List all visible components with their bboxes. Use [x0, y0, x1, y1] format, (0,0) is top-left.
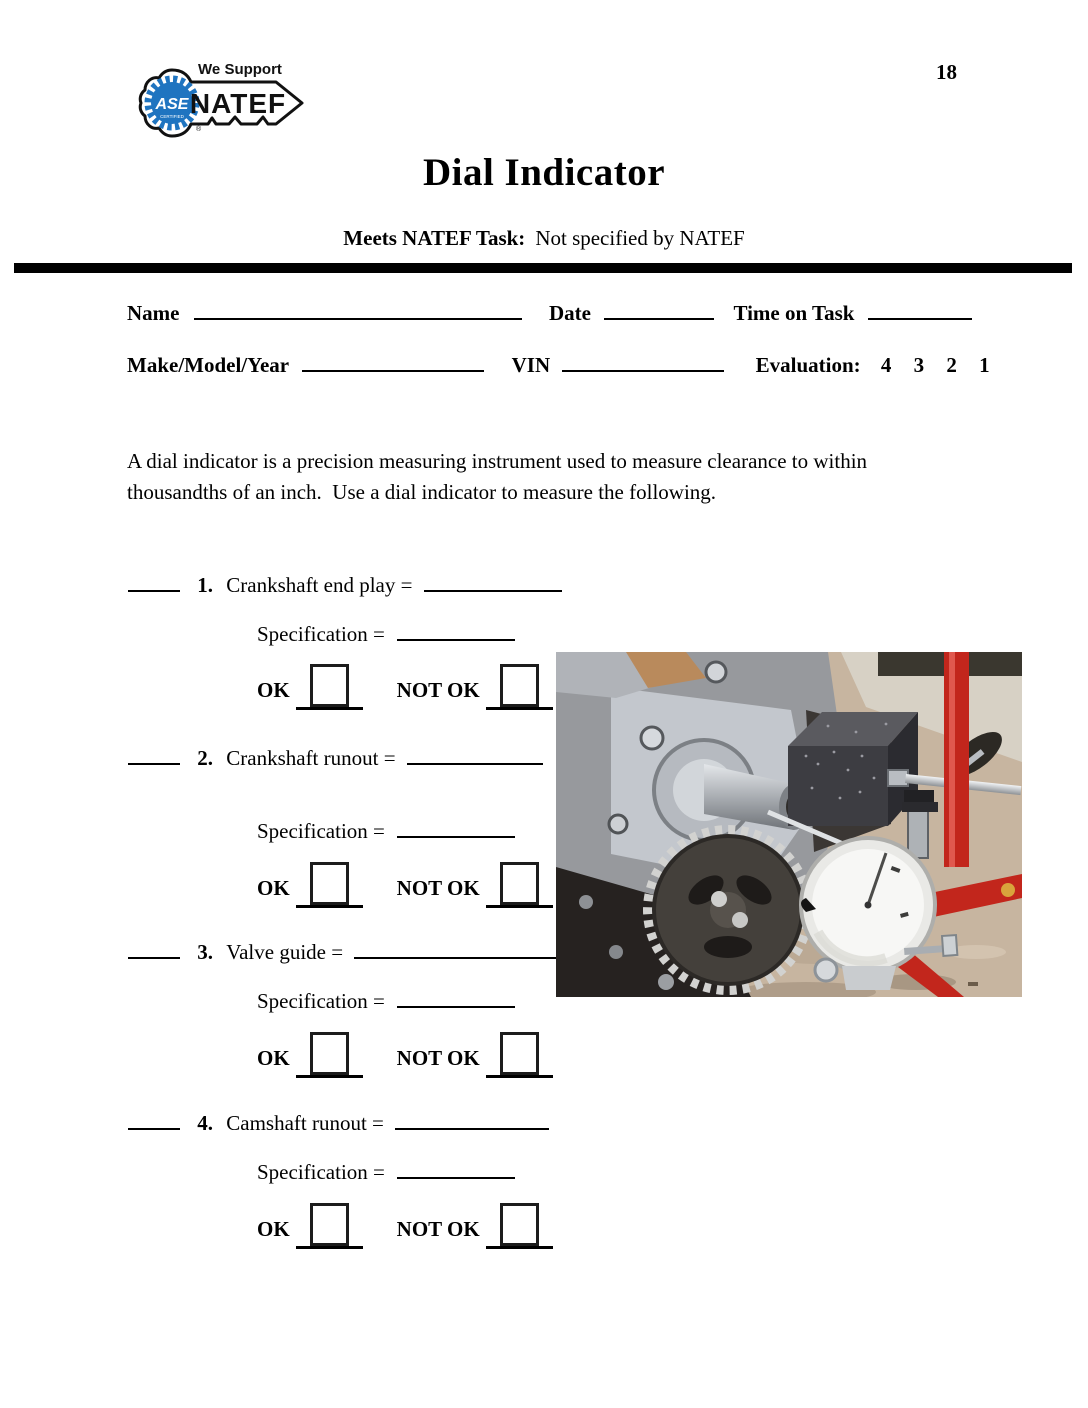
- time-on-task-field-line[interactable]: [868, 300, 972, 320]
- item-1-number: 1.: [197, 573, 213, 597]
- item-4-notok-boxline: [486, 1203, 553, 1249]
- item-3-number: 3.: [197, 940, 213, 964]
- item-2-ok-boxline: [296, 862, 363, 908]
- dial-indicator-photo: [556, 652, 1022, 997]
- item-1-ok-row: [257, 664, 553, 710]
- item-3-spec-label: Specification =: [257, 989, 385, 1013]
- form-row-name-date-time: [127, 300, 972, 326]
- key-logo-graphic: [128, 56, 310, 150]
- item-2-notok-label: NOT OK: [396, 876, 480, 900]
- vin-field-line[interactable]: [562, 352, 724, 372]
- item-2-spec-label: Specification =: [257, 819, 385, 843]
- item-3-ok-label: OK: [257, 1046, 290, 1070]
- page-number: 18: [936, 60, 957, 84]
- item-4-spec-label: Specification =: [257, 1160, 385, 1184]
- evaluation-label: Evaluation:: [755, 353, 861, 377]
- item-4-ok-checkbox[interactable]: [310, 1203, 349, 1246]
- item-3-row: [128, 939, 558, 965]
- item-2-spec-row: [257, 818, 515, 844]
- item-3-spec-row: [257, 988, 515, 1014]
- date-field-line[interactable]: [604, 300, 714, 320]
- item-3-value-line[interactable]: [354, 939, 558, 959]
- item-2-row: [128, 745, 543, 771]
- item-3-ok-boxline: [296, 1032, 363, 1078]
- make-model-year-label: Make/Model/Year: [127, 353, 290, 377]
- natef-ase-logo: [128, 56, 310, 150]
- evaluation-score-1[interactable]: 1: [979, 353, 990, 377]
- item-1-label: Crankshaft end play =: [226, 573, 413, 597]
- item-2-ok-checkbox[interactable]: [310, 862, 349, 905]
- item-1-ok-checkbox[interactable]: [310, 664, 349, 707]
- we-support-text: We Support: [198, 61, 282, 78]
- item-3-ok-checkbox[interactable]: [310, 1032, 349, 1075]
- item-2-value-line[interactable]: [407, 745, 543, 765]
- name-field-line[interactable]: [194, 300, 522, 320]
- item-3-notok-checkbox[interactable]: [500, 1032, 539, 1075]
- page-title: Dial Indicator: [422, 151, 666, 194]
- ase-gear-icon: [148, 79, 196, 127]
- intro-paragraph: A dial indicator is a precision measuring instrument used to measure clearance to within thousandths of an inch. Use a dial indicator to measure the following.: [127, 449, 873, 504]
- item-2-notok-boxline: [486, 862, 553, 908]
- item-1-spec-line[interactable]: [397, 621, 515, 641]
- item-2-ok-row: [257, 862, 553, 908]
- item-2-ok-label: OK: [257, 876, 290, 900]
- item-1-ok-label: OK: [257, 678, 290, 702]
- item-1-notok-label: NOT OK: [396, 678, 480, 702]
- item-4-value-line[interactable]: [395, 1110, 549, 1130]
- meets-natef-line: [0, 226, 1088, 251]
- item-4-notok-checkbox[interactable]: [500, 1203, 539, 1246]
- item-1-value-line[interactable]: [424, 572, 562, 592]
- time-on-task-label: Time on Task: [733, 301, 855, 325]
- item-3-spec-line[interactable]: [397, 988, 515, 1008]
- item-1-row: [128, 572, 562, 598]
- item-4-row: [128, 1110, 549, 1136]
- item-1-ok-boxline: [296, 664, 363, 710]
- item-2-notok-checkbox[interactable]: [500, 862, 539, 905]
- item-4-ok-label: OK: [257, 1217, 290, 1241]
- registered-mark: ®: [196, 126, 202, 133]
- item-3-notok-boxline: [486, 1032, 553, 1078]
- item-4-number: 4.: [197, 1111, 213, 1135]
- certified-text: CERTIFIED: [160, 114, 184, 119]
- make-model-year-field-line[interactable]: [302, 352, 484, 372]
- vin-label: VIN: [511, 353, 551, 377]
- item-3-notok-label: NOT OK: [396, 1046, 480, 1070]
- evaluation-score-3[interactable]: 3: [913, 353, 925, 377]
- item-4-spec-line[interactable]: [397, 1159, 515, 1179]
- item-3-label: Valve guide =: [226, 940, 344, 964]
- date-label: Date: [548, 301, 591, 325]
- name-label: Name: [127, 301, 180, 325]
- ase-text: ASE: [155, 96, 189, 113]
- item-1-spec-row: [257, 621, 515, 647]
- meets-natef-value: Not specified by NATEF: [535, 226, 745, 250]
- header-divider-rule: [14, 263, 1072, 273]
- item-1-notok-checkbox[interactable]: [500, 664, 539, 707]
- item-1-notok-boxline: [486, 664, 553, 710]
- form-row-vehicle-eval: [127, 352, 990, 378]
- item-4-spec-row: [257, 1159, 515, 1185]
- item-2-spec-line[interactable]: [397, 818, 515, 838]
- evaluation-score-4[interactable]: 4: [880, 353, 892, 377]
- item-2-label: Crankshaft runout =: [226, 746, 396, 770]
- item-2-number: 2.: [197, 746, 213, 770]
- item-4-score-line[interactable]: [128, 1110, 180, 1130]
- natef-text: NATEF: [189, 88, 287, 119]
- item-4-ok-boxline: [296, 1203, 363, 1249]
- item-4-notok-label: NOT OK: [396, 1217, 480, 1241]
- item-2-score-line[interactable]: [128, 745, 180, 765]
- item-3-score-line[interactable]: [128, 939, 180, 959]
- item-1-score-line[interactable]: [128, 572, 180, 592]
- meets-natef-label: Meets NATEF Task:: [343, 226, 526, 250]
- item-4-ok-row: [257, 1203, 553, 1249]
- item-4-label: Camshaft runout =: [226, 1111, 384, 1135]
- item-1-spec-label: Specification =: [257, 622, 385, 646]
- item-3-ok-row: [257, 1032, 553, 1078]
- evaluation-score-2[interactable]: 2: [946, 353, 957, 377]
